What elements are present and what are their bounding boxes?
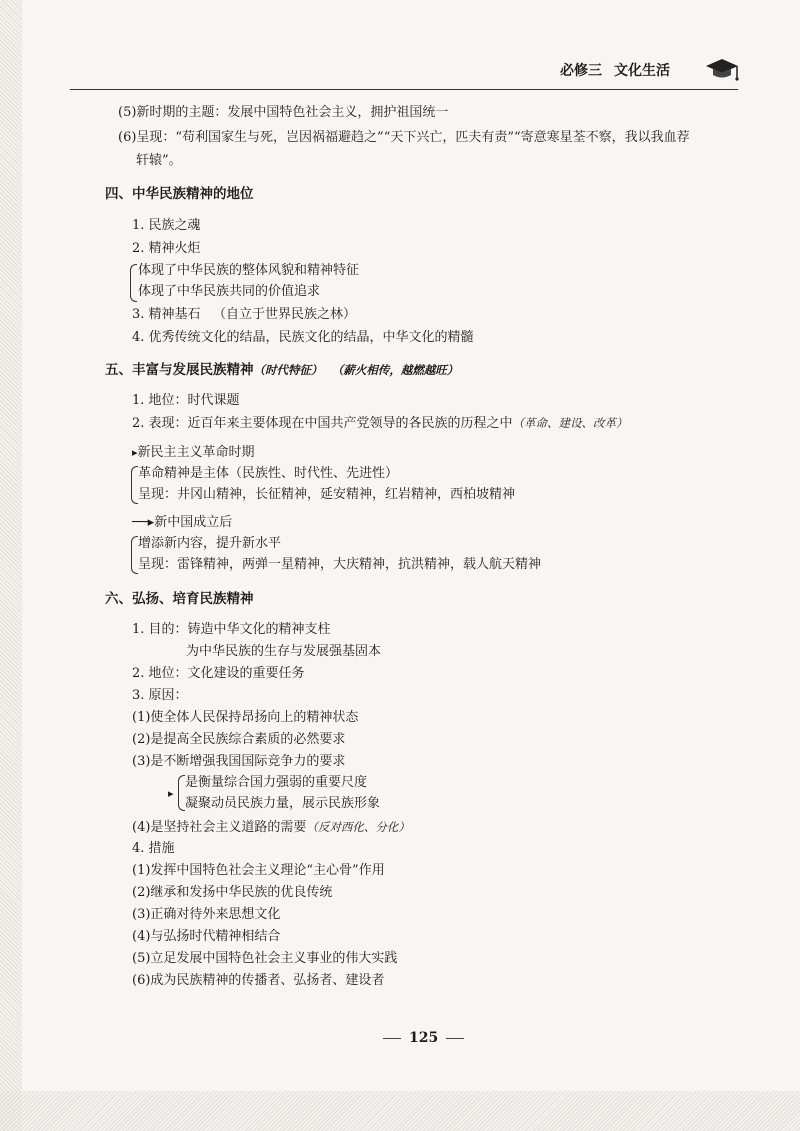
s4-item-3-note: （自立于世界民族之林） [212,307,356,322]
page-number [375,1030,472,1046]
s6-measure-5: (5)立足发展中国特色社会主义事业的伟大实践 [132,951,398,966]
s6-item-1-cont: 为中华民族的生存与发展强基固本 [186,644,382,659]
s5-group-2-title: 新中国成立后 [154,515,233,530]
s5-item-2 [132,414,628,433]
s4-brace-line-1: 体现了中华民族的整体风貌和精神特征 [138,263,360,278]
scan-noise-left [0,0,22,1131]
section-4-heading: 四、中华民族精神的地位 [105,186,254,202]
s6-reason-4-note: （反对西化、分化） [306,820,410,834]
s6-item-1: 1. 目的：铸造中华文化的精神支柱 [132,622,331,637]
s5-group-2-brace [131,536,138,574]
s4-item-2: 2. 精神火炬 [132,241,201,256]
s5-item-2-note: （革命、建设、改革） [512,416,628,430]
s5-note-1: （时代特征） [253,363,323,377]
s4-item-1: 1. 民族之魂 [132,218,201,233]
s3-line-6b: 轩辕”。 [136,153,182,168]
s6-reason-4 [132,818,410,837]
s5-group-1-line-a: 革命精神是主体（民族性、时代性、先进性） [138,466,399,481]
s5-item-1: 1. 地位：时代课题 [132,393,240,408]
header-rule [70,89,738,90]
s4-brace [130,264,137,302]
header-subject: 文化生活 [614,63,670,79]
s6-measure-6: (6)成为民族精神的传播者、弘扬者、建设者 [132,973,385,988]
s6-reason-4-text: (4)是坚持社会主义道路的需要 [132,820,307,835]
arrow-right-icon: ▸ [132,446,138,459]
small-arrow-icon: ▸ [168,787,174,800]
graduation-cap-icon [704,56,740,82]
s4-item-3-text: 3. 精神基石 [132,307,201,322]
section-6-heading: 六、弘扬、培育民族精神 [105,591,254,607]
s5-note-2: （薪火相传，越燃越旺） [331,363,459,377]
s5-group-1-brace [131,466,138,504]
section-5-heading [105,361,458,379]
s6-reason-3: (3)是不断增强我国国际竞争力的要求 [132,754,346,769]
s3-line-6a: (6)呈现：“苟利国家生与死，岂因祸福避趋之”“天下兴亡，匹夫有责”“寄意寒星荃不察，我以我血荐 [118,130,690,145]
running-header [560,60,740,86]
s5-group-2-line-b: 呈现：雷锋精神，两弹一星精神，大庆精神，抗洪精神，载人航天精神 [138,557,542,572]
s5-group-2-line-a: 增添新内容，提升新水平 [138,536,282,551]
s6-measure-3: (3)正确对待外来思想文化 [132,907,281,922]
s6-reason-3-b: 凝聚动员民族力量，展示民族形象 [185,796,381,811]
s6-measure-1: (1)发挥中国特色社会主义理论“主心骨”作用 [132,863,385,878]
s6-measure-2: (2)继承和发扬中华民族的优良传统 [132,885,333,900]
s5-title: 五、丰富与发展民族精神 [105,362,254,378]
header-volume: 必修三 [560,63,602,79]
s4-item-3 [132,306,356,324]
page-number-value: 125 [409,1030,439,1046]
s6-reason-3-a: 是衡量综合国力强弱的重要尺度 [185,775,368,790]
s6-measure-4: (4)与弘扬时代精神相结合 [132,929,281,944]
s6-reason-2: (2)是提高全民族综合素质的必然要求 [132,732,346,747]
s5-item-2-text: 2. 表现：近百年来主要体现在中国共产党领导的各民族的历程之中 [132,416,513,431]
s6-item-4: 4. 措施 [132,841,175,856]
s4-brace-line-2: 体现了中华民族共同的价值追求 [138,284,321,299]
s5-group-1-title: 新民主主义革命时期 [137,445,255,460]
s5-group-2 [132,514,232,532]
s5-group-1 [132,444,255,462]
s4-item-4: 4. 优秀传统文化的结晶，民族文化的结晶，中华文化的精髓 [132,330,474,345]
s6-item-3: 3. 原因： [132,688,188,703]
s3-line-5: (5)新时期的主题：发展中国特色社会主义，拥护祖国统一 [118,105,449,120]
s5-group-1-line-b: 呈现：井冈山精神，长征精神，延安精神，红岩精神，西柏坡精神 [138,487,516,502]
s6-reason-3-brace [178,775,185,811]
s6-item-2: 2. 地位：文化建设的重要任务 [132,666,305,681]
long-arrow-icon: ──▸ [132,515,155,530]
scan-noise-bottom [0,1091,800,1131]
s6-reason-1: (1)使全体人民保持昂扬向上的精神状态 [132,710,359,725]
